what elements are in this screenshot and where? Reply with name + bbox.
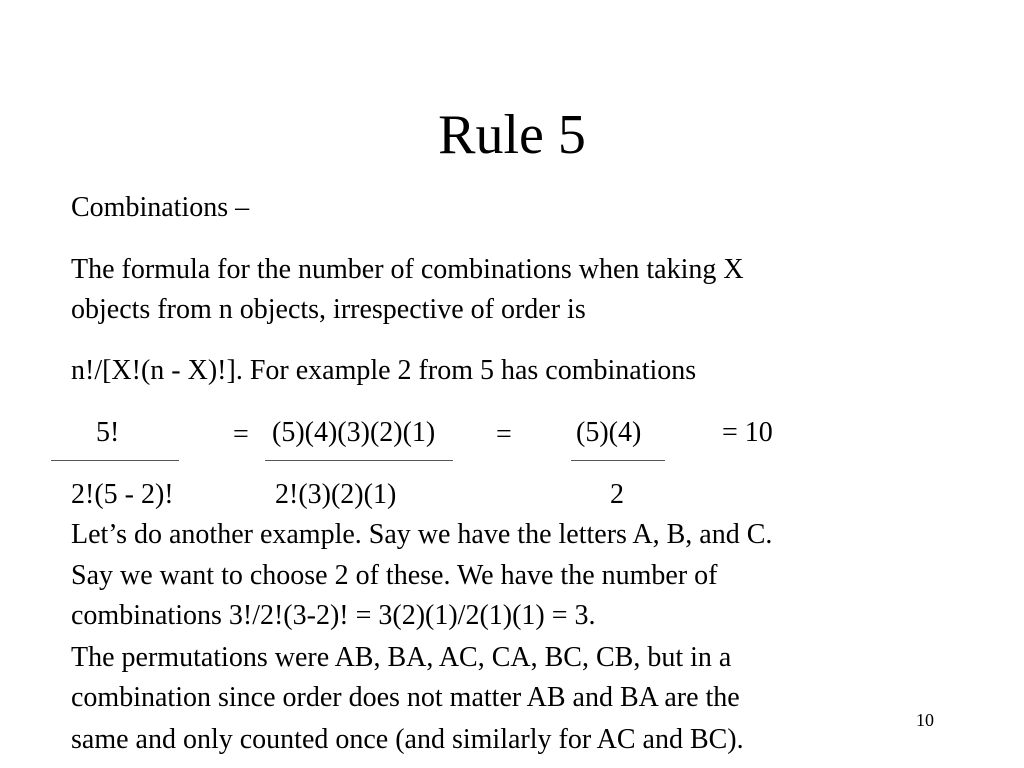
- slide-number: 10: [916, 710, 934, 730]
- paragraph-example-line-5: combination since order does not matter AB and BA are the: [71, 682, 740, 713]
- paragraph-example-line-6: same and only counted once (and similarly for AC and BC).: [71, 724, 744, 755]
- example-numerator-2: (5)(4)(3)(2)(1): [272, 417, 436, 448]
- paragraph-formula-line-2: objects from n objects, irrespective of order is: [71, 294, 586, 325]
- paragraph-example-line-3: combinations 3!/2!(3-2)! = 3(2)(1)/2(1)(1) = 3.: [71, 600, 596, 631]
- paragraph-example-line-1: Let’s do another example. Say we have the letters A, B, and C.: [71, 519, 773, 550]
- fraction-bar-2: [265, 460, 453, 461]
- fraction-bar-3: [571, 460, 665, 461]
- example-denominator-2: 2!(3)(2)(1): [275, 479, 397, 510]
- fraction-bar-1: [51, 460, 179, 461]
- paragraph-formula-line-1: The formula for the number of combinations when taking X: [71, 254, 744, 285]
- example-numerator-1: 5!: [96, 417, 120, 448]
- example-result: = 10: [722, 417, 773, 448]
- example-numerator-3: (5)(4): [576, 417, 642, 448]
- formula-line: n!/[X!(n - X)!]. For example 2 from 5 has combinations: [71, 355, 697, 386]
- example-equals-2: =: [496, 419, 512, 450]
- slide-title: Rule 5: [438, 104, 586, 166]
- example-denominator-3: 2: [610, 479, 624, 510]
- example-equals-1: =: [233, 419, 249, 450]
- paragraph-example-line-2: Say we want to choose 2 of these. We have the number of: [71, 560, 718, 591]
- paragraph-example-line-4: The permutations were AB, BA, AC, CA, BC, CB, but in a: [71, 642, 732, 673]
- example-denominator-1: 2!(5 - 2)!: [71, 479, 174, 510]
- heading-combinations: Combinations –: [71, 192, 250, 223]
